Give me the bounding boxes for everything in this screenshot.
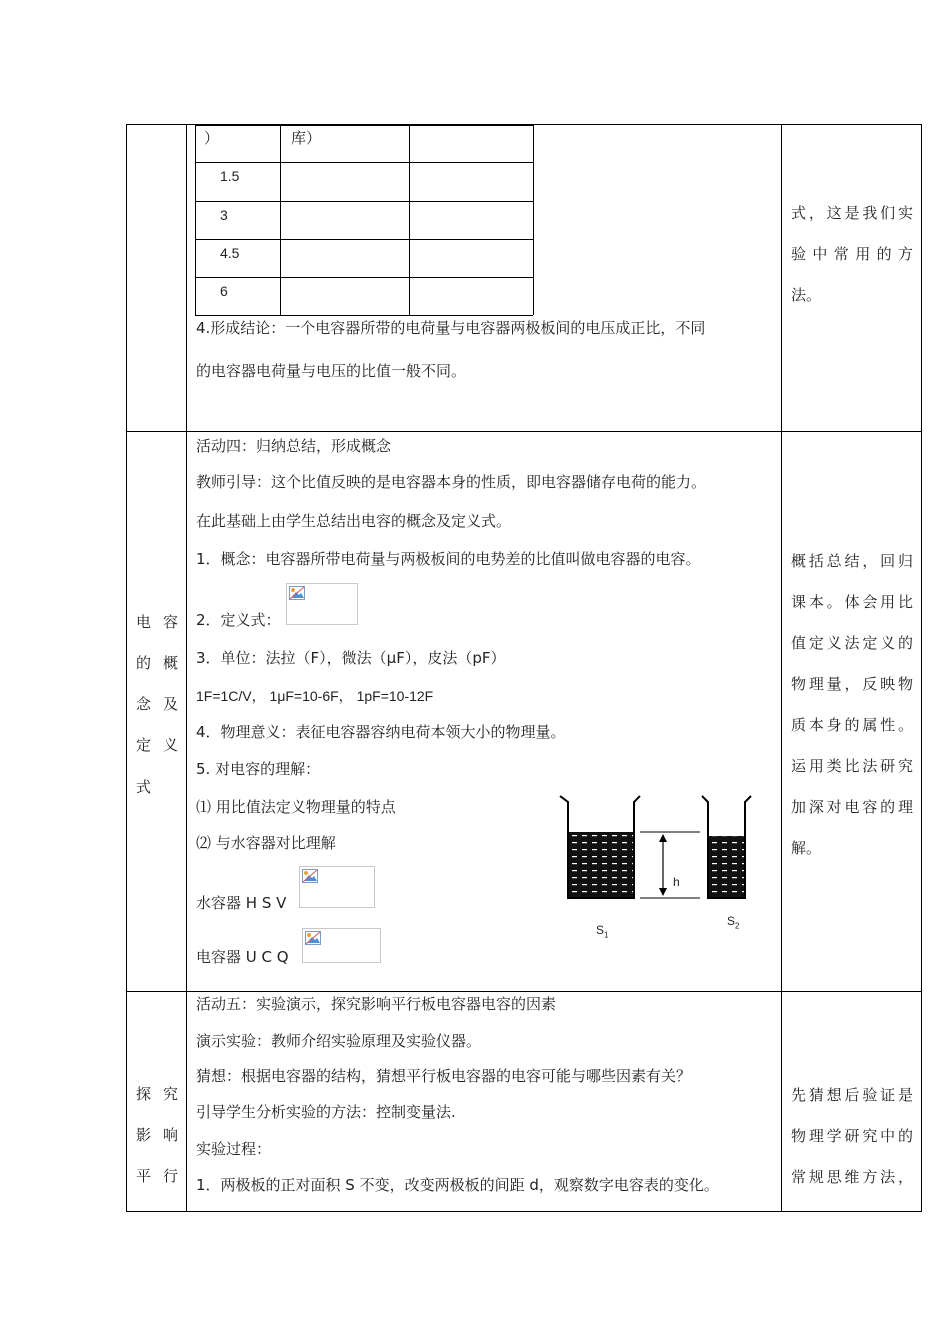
capacitance-concept: 1．概念：电容器所带电荷量与两极板间的电势差的比值叫做电容器的电容。 — [196, 550, 701, 568]
conclusion-line-1: 4.形成结论：一个电容器所带的电荷量与电容器两极板间的电压成正比，不同 — [196, 319, 706, 337]
row3-label-line: 平行 — [136, 1167, 178, 1185]
row2-note-line: 物理量，反映物 — [791, 675, 913, 693]
row3-note-line: 常规思维方法， — [791, 1168, 913, 1186]
understanding-point-1: ⑴ 用比值法定义物理量的特点 — [196, 798, 396, 816]
table-row-value: 4.5 — [220, 245, 240, 261]
row2-label-line: 念及 — [136, 695, 178, 713]
column-divider-2 — [781, 124, 782, 1212]
formula-image — [286, 583, 358, 625]
understanding-heading: 5. 对电容的理解： — [196, 760, 321, 778]
table-header-cell-2: 库） — [291, 129, 322, 147]
demo-experiment: 演示实验：教师介绍实验原理及实验仪器。 — [196, 1032, 482, 1050]
row2-note-line: 解。 — [791, 839, 822, 857]
row2-note-line: 值定义法定义的 — [791, 634, 913, 652]
row2-label-line: 式 — [136, 778, 152, 796]
broken-image-icon — [302, 869, 318, 883]
broken-image-icon — [289, 586, 305, 600]
table-row-value: 3 — [220, 207, 228, 223]
table-header-cell-1: ） — [204, 129, 220, 147]
activity-5-heading: 活动五：实验演示，探究影响平行板电容器电容的因素 — [196, 995, 557, 1013]
column-divider-1 — [186, 124, 187, 1212]
height-marker — [640, 832, 700, 898]
capacitor-formula-image — [302, 928, 381, 963]
row1-note-line-2: 验中常用的方 — [791, 245, 913, 263]
table-bottom-border — [126, 1211, 922, 1212]
row-divider-1 — [126, 431, 922, 432]
table-right-border — [921, 124, 922, 1212]
row2-note-line: 运用类比法研究 — [791, 757, 913, 775]
row3-label-line: 影响 — [136, 1126, 178, 1144]
activity-4-heading: 活动四：归纳总结，形成概念 — [196, 437, 392, 455]
process-step-1: 1．两极板的正对面积 S 不变，改变两极板的间距 d，观察数字电容表的变化。 — [196, 1176, 719, 1194]
broken-image-icon — [305, 931, 321, 945]
row1-note-line-3: 法。 — [791, 286, 822, 304]
beaker-s1 — [560, 796, 640, 898]
s1-label: $S_1$ — [596, 923, 609, 940]
hypothesis: 猜想：根据电容器的结构，猜想平行板电容器的电容可能与哪些因素有关？ — [196, 1067, 692, 1085]
table-row-value: 1.5 — [220, 168, 240, 184]
table-left-border — [126, 124, 127, 1212]
unit-line: 3．单位：法拉（F），微法（μF），皮法（pF） — [196, 649, 506, 667]
water-formula-image — [299, 866, 375, 908]
beaker-s2 — [702, 796, 751, 898]
row1-note-line-1: 式，这是我们实 — [791, 204, 913, 222]
row2-label-line: 电容 — [136, 613, 178, 631]
teacher-guidance: 教师引导：这个比值反映的是电容器本身的性质，即电容器储存电荷的能力。 — [196, 473, 707, 491]
row2-note-line: 加深对电容的理 — [791, 798, 913, 816]
table-row-value: 6 — [220, 283, 228, 299]
row3-note-line: 物理学研究中的 — [791, 1127, 913, 1145]
method-guidance: 引导学生分析实验的方法：控制变量法. — [196, 1103, 456, 1121]
s2-label: $S_2$ — [727, 914, 740, 931]
student-summary: 在此基础上由学生总结出电容的概念及定义式。 — [196, 512, 512, 530]
capacitor-analogy: 电容器 U C Q — [196, 948, 289, 966]
process-heading: 实验过程： — [196, 1140, 272, 1158]
conclusion-line-2: 的电容器电荷量与电压的比值一般不同。 — [196, 362, 467, 380]
row3-label-line: 探究 — [136, 1085, 178, 1103]
row-divider-2 — [126, 991, 922, 992]
row2-note-line: 质本身的属性。 — [791, 716, 913, 734]
row2-label-line: 的概 — [136, 654, 178, 672]
row3-note-line: 先猜想后验证是 — [791, 1086, 913, 1104]
definition-label: 2．定义式： — [196, 611, 281, 629]
physical-meaning: 4．物理意义：表征电容器容纳电荷本领大小的物理量。 — [196, 723, 566, 741]
unit-conversion: 1F=1C/V， 1μF=10-6F， 1pF=10-12F — [196, 688, 434, 704]
water-container-analogy: 水容器 H S V — [196, 894, 287, 912]
understanding-point-2: ⑵ 与水容器对比理解 — [196, 834, 336, 852]
row2-note-line: 课本。体会用比 — [791, 593, 913, 611]
row2-label-line: 定义 — [136, 736, 178, 754]
row2-note-line: 概括总结，回归 — [791, 552, 913, 570]
height-label: h — [673, 875, 680, 889]
